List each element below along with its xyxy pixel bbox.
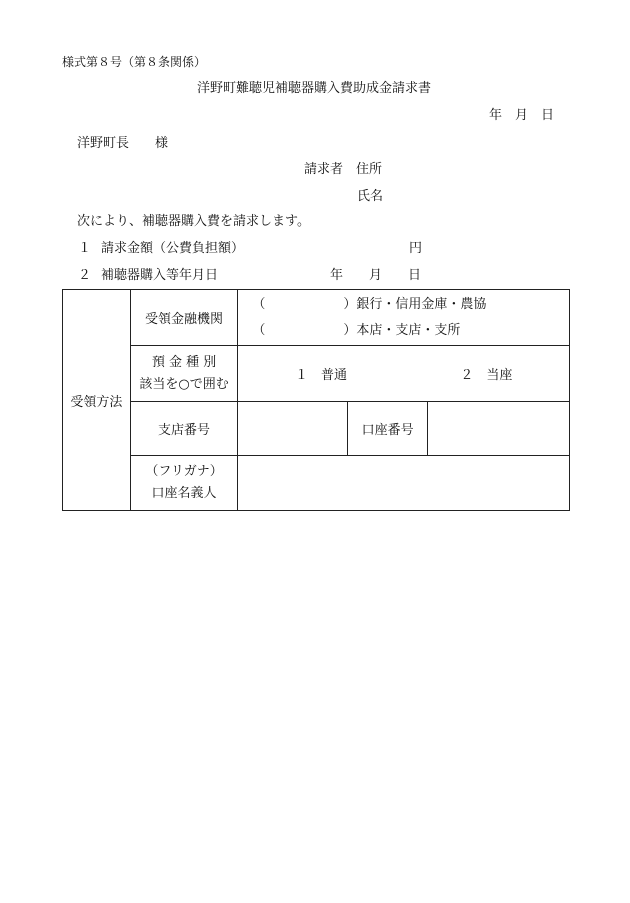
item-1-number: １: [78, 241, 92, 256]
receipt-method-table: [62, 289, 570, 511]
receipt-method-label: 受領方法: [63, 290, 131, 511]
holder-label: 口座名義人: [151, 486, 217, 501]
furigana-label: （フリガナ）: [145, 464, 223, 479]
deposit-kind-current[interactable]: ２ 当座: [460, 368, 513, 383]
bank-label: 受領金融機関: [130, 290, 238, 346]
item-2-suffix: 年 月 日: [330, 268, 422, 283]
item-1-suffix: 円: [409, 241, 423, 256]
account-number-field[interactable]: [428, 402, 570, 456]
account-holder-field[interactable]: [238, 456, 570, 511]
item-2-label: 補聴器購入等年月日: [101, 268, 219, 283]
requester-name-label: 氏名: [357, 189, 384, 204]
account-holder-label: [130, 456, 238, 511]
date-line: 年 月 日: [489, 108, 555, 123]
deposit-kind-field[interactable]: [238, 346, 570, 402]
intro-text: 次により、補聴器購入費を請求します。: [77, 214, 310, 229]
document-title: 洋野町難聴児補聴器購入費助成金請求書: [197, 81, 432, 96]
item-2-number: ２: [78, 268, 92, 283]
bank-field[interactable]: [238, 290, 570, 346]
addressee: 洋野町長 様: [77, 136, 169, 151]
deposit-kind-label-2: 該当を○で囲む: [139, 376, 229, 392]
branch-number-field[interactable]: [238, 402, 348, 456]
branch-number-label: 支店番号: [130, 402, 238, 456]
deposit-kind-label: [130, 346, 238, 402]
deposit-kind-label-1: 預 金 種 別: [151, 354, 217, 370]
deposit-kind-ordinary[interactable]: １ 普通: [295, 368, 348, 383]
requester-address-label: 請求者 住所: [304, 162, 383, 177]
item-1-label: 請求金額（公費負担額）: [101, 241, 245, 256]
bank-line-1: （ ）銀行・信用金庫・農協: [252, 296, 487, 312]
bank-line-2: （ ）本店・支店・支所: [252, 322, 461, 338]
form-number: 様式第８号（第８条関係）: [62, 55, 207, 69]
account-number-label: 口座番号: [348, 402, 428, 456]
